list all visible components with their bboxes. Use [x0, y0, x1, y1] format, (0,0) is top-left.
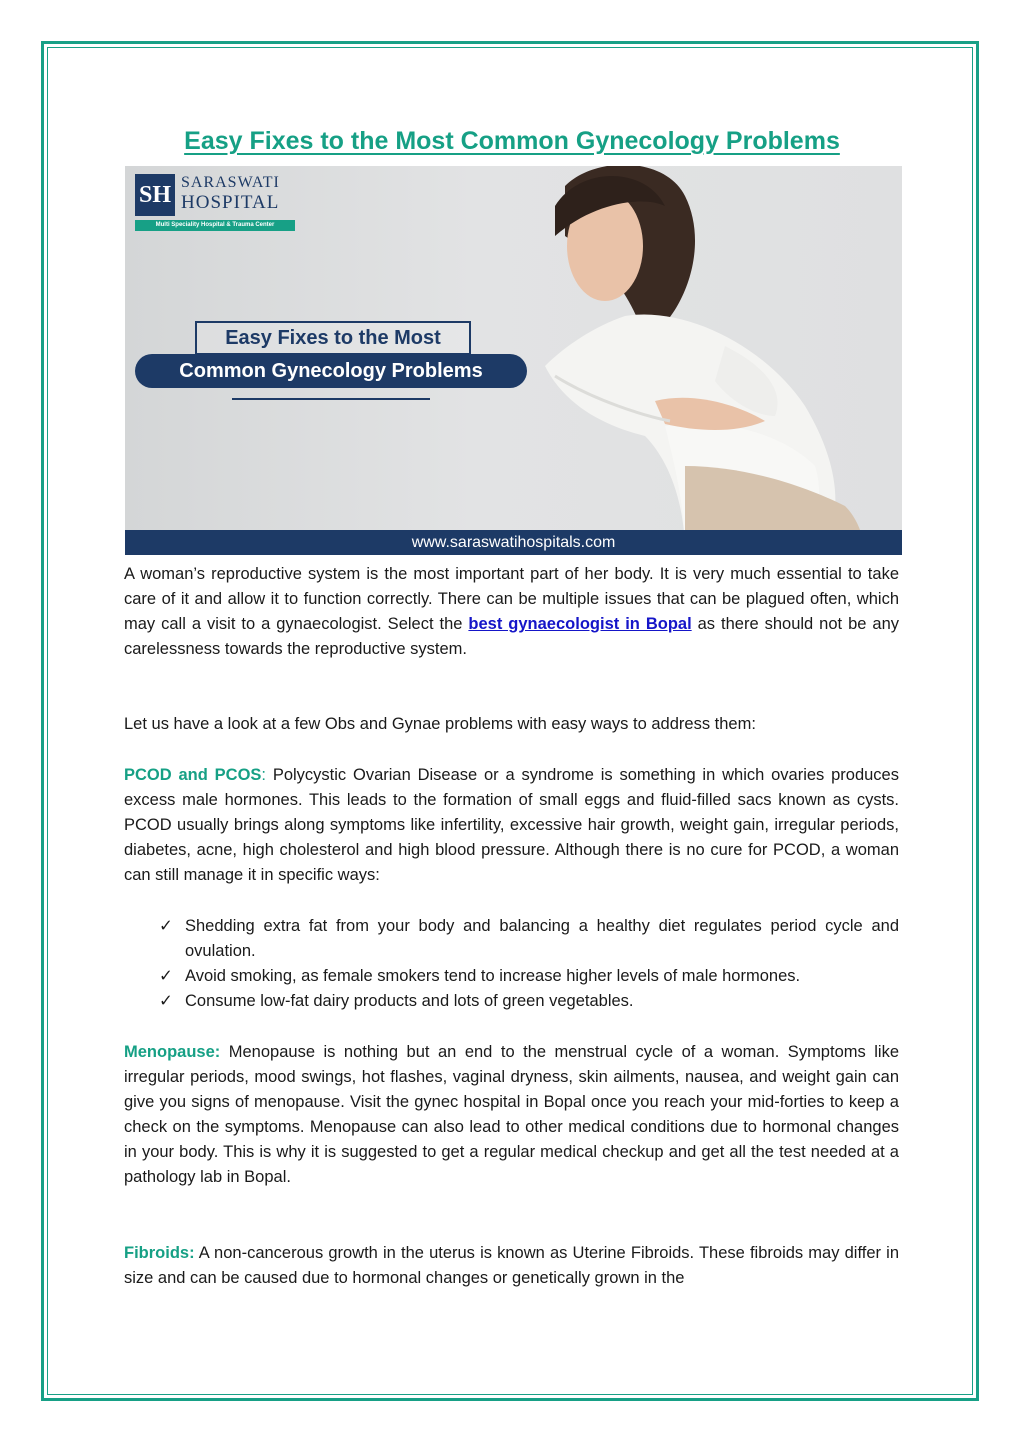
tip-text: Consume low-fat dairy products and lots of green vegetables. [185, 992, 634, 1010]
intro-text-before: A woman’s reproductive system is the most important part of her body. It is very much essential to take care of it and allow it to function correctly. There can be multiple issues that can be plagued often, which may call a visit to a gynaecologist. Select the [124, 565, 899, 633]
fibroids-heading: Fibroids: [124, 1244, 195, 1262]
fibroids-paragraph [124, 1241, 899, 1291]
intro-text-after: as there should not be any carelessness towards the reproductive system. [124, 615, 899, 658]
menopause-heading: Menopause: [124, 1043, 221, 1061]
list-item [159, 964, 899, 989]
list-item [159, 989, 899, 1014]
hero-banner-line1: Easy Fixes to the Most [195, 321, 471, 355]
checkmark-icon: ✓ [159, 992, 173, 1010]
intro-paragraph [124, 562, 899, 662]
list-item [159, 914, 899, 964]
best-gynaecologist-link[interactable]: best gynaecologist in Bopal [468, 615, 692, 633]
logo-name-line2: HOSPITAL [181, 192, 280, 213]
hero-url: www.saraswatihospitals.com [125, 530, 902, 555]
hospital-logo [135, 174, 295, 234]
tip-text: Shedding extra fat from your body and balancing a healthy diet regulates period cycle and ovulation. [185, 917, 899, 960]
page-title: Easy Fixes to the Most Common Gynecology Problems [184, 127, 840, 155]
checkmark-icon: ✓ [159, 967, 173, 985]
lead-in-paragraph [124, 712, 899, 737]
hero-banner-line2: Common Gynecology Problems [135, 354, 527, 388]
menopause-paragraph [124, 1040, 899, 1190]
fibroids-text: A non-cancerous growth in the uterus is known as Uterine Fibroids. These fibroids may differ in size and can be caused due to hormonal changes or genetically grown in the [124, 1244, 899, 1287]
tip-text: Avoid smoking, as female smokers tend to increase higher levels of male hormones. [185, 967, 801, 985]
logo-tagline: Multi Speciality Hospital & Trauma Center [135, 220, 295, 231]
logo-mark: SH [135, 174, 175, 216]
pcod-paragraph [124, 763, 899, 888]
pcod-separator: : [261, 766, 266, 784]
hero-image [125, 166, 902, 555]
pcod-tips-list [159, 914, 899, 1014]
checkmark-icon: ✓ [159, 917, 173, 935]
lead-in-text: Let us have a look at a few Obs and Gynae problems with easy ways to address them: [124, 715, 756, 733]
pcod-text: Polycystic Ovarian Disease or a syndrome is something in which ovaries produces excess male hormones. This leads to the formation of small eggs and fluid-filled sacs known as cysts. PCOD usually brings along symptoms like infertility, excessive hair growth, weight gain, irregular periods, diabetes, acne, high cholesterol and high blood pressure. Although there is no cure for PCOD, a woman can still manage it in specific ways: [124, 766, 899, 884]
pcod-heading: PCOD and PCOS [124, 766, 262, 784]
hero-divider [232, 398, 430, 400]
menopause-text: Menopause is nothing but an end to the menstrual cycle of a woman. Symptoms like irregular periods, mood swings, hot flashes, vaginal dryness, skin ailments, nausea, and weight gain can give you signs of menopause. Visit the gynec hospital in Bopal once you reach your mid-forties to keep a check on the symptoms. Menopause can also lead to other medical conditions due to hormonal changes in your body. This is why it is suggested to get a regular medical checkup and get all the test needed at a pathology lab in Bopal. [124, 1043, 899, 1186]
logo-name-line1: SARASWATI [181, 174, 280, 191]
